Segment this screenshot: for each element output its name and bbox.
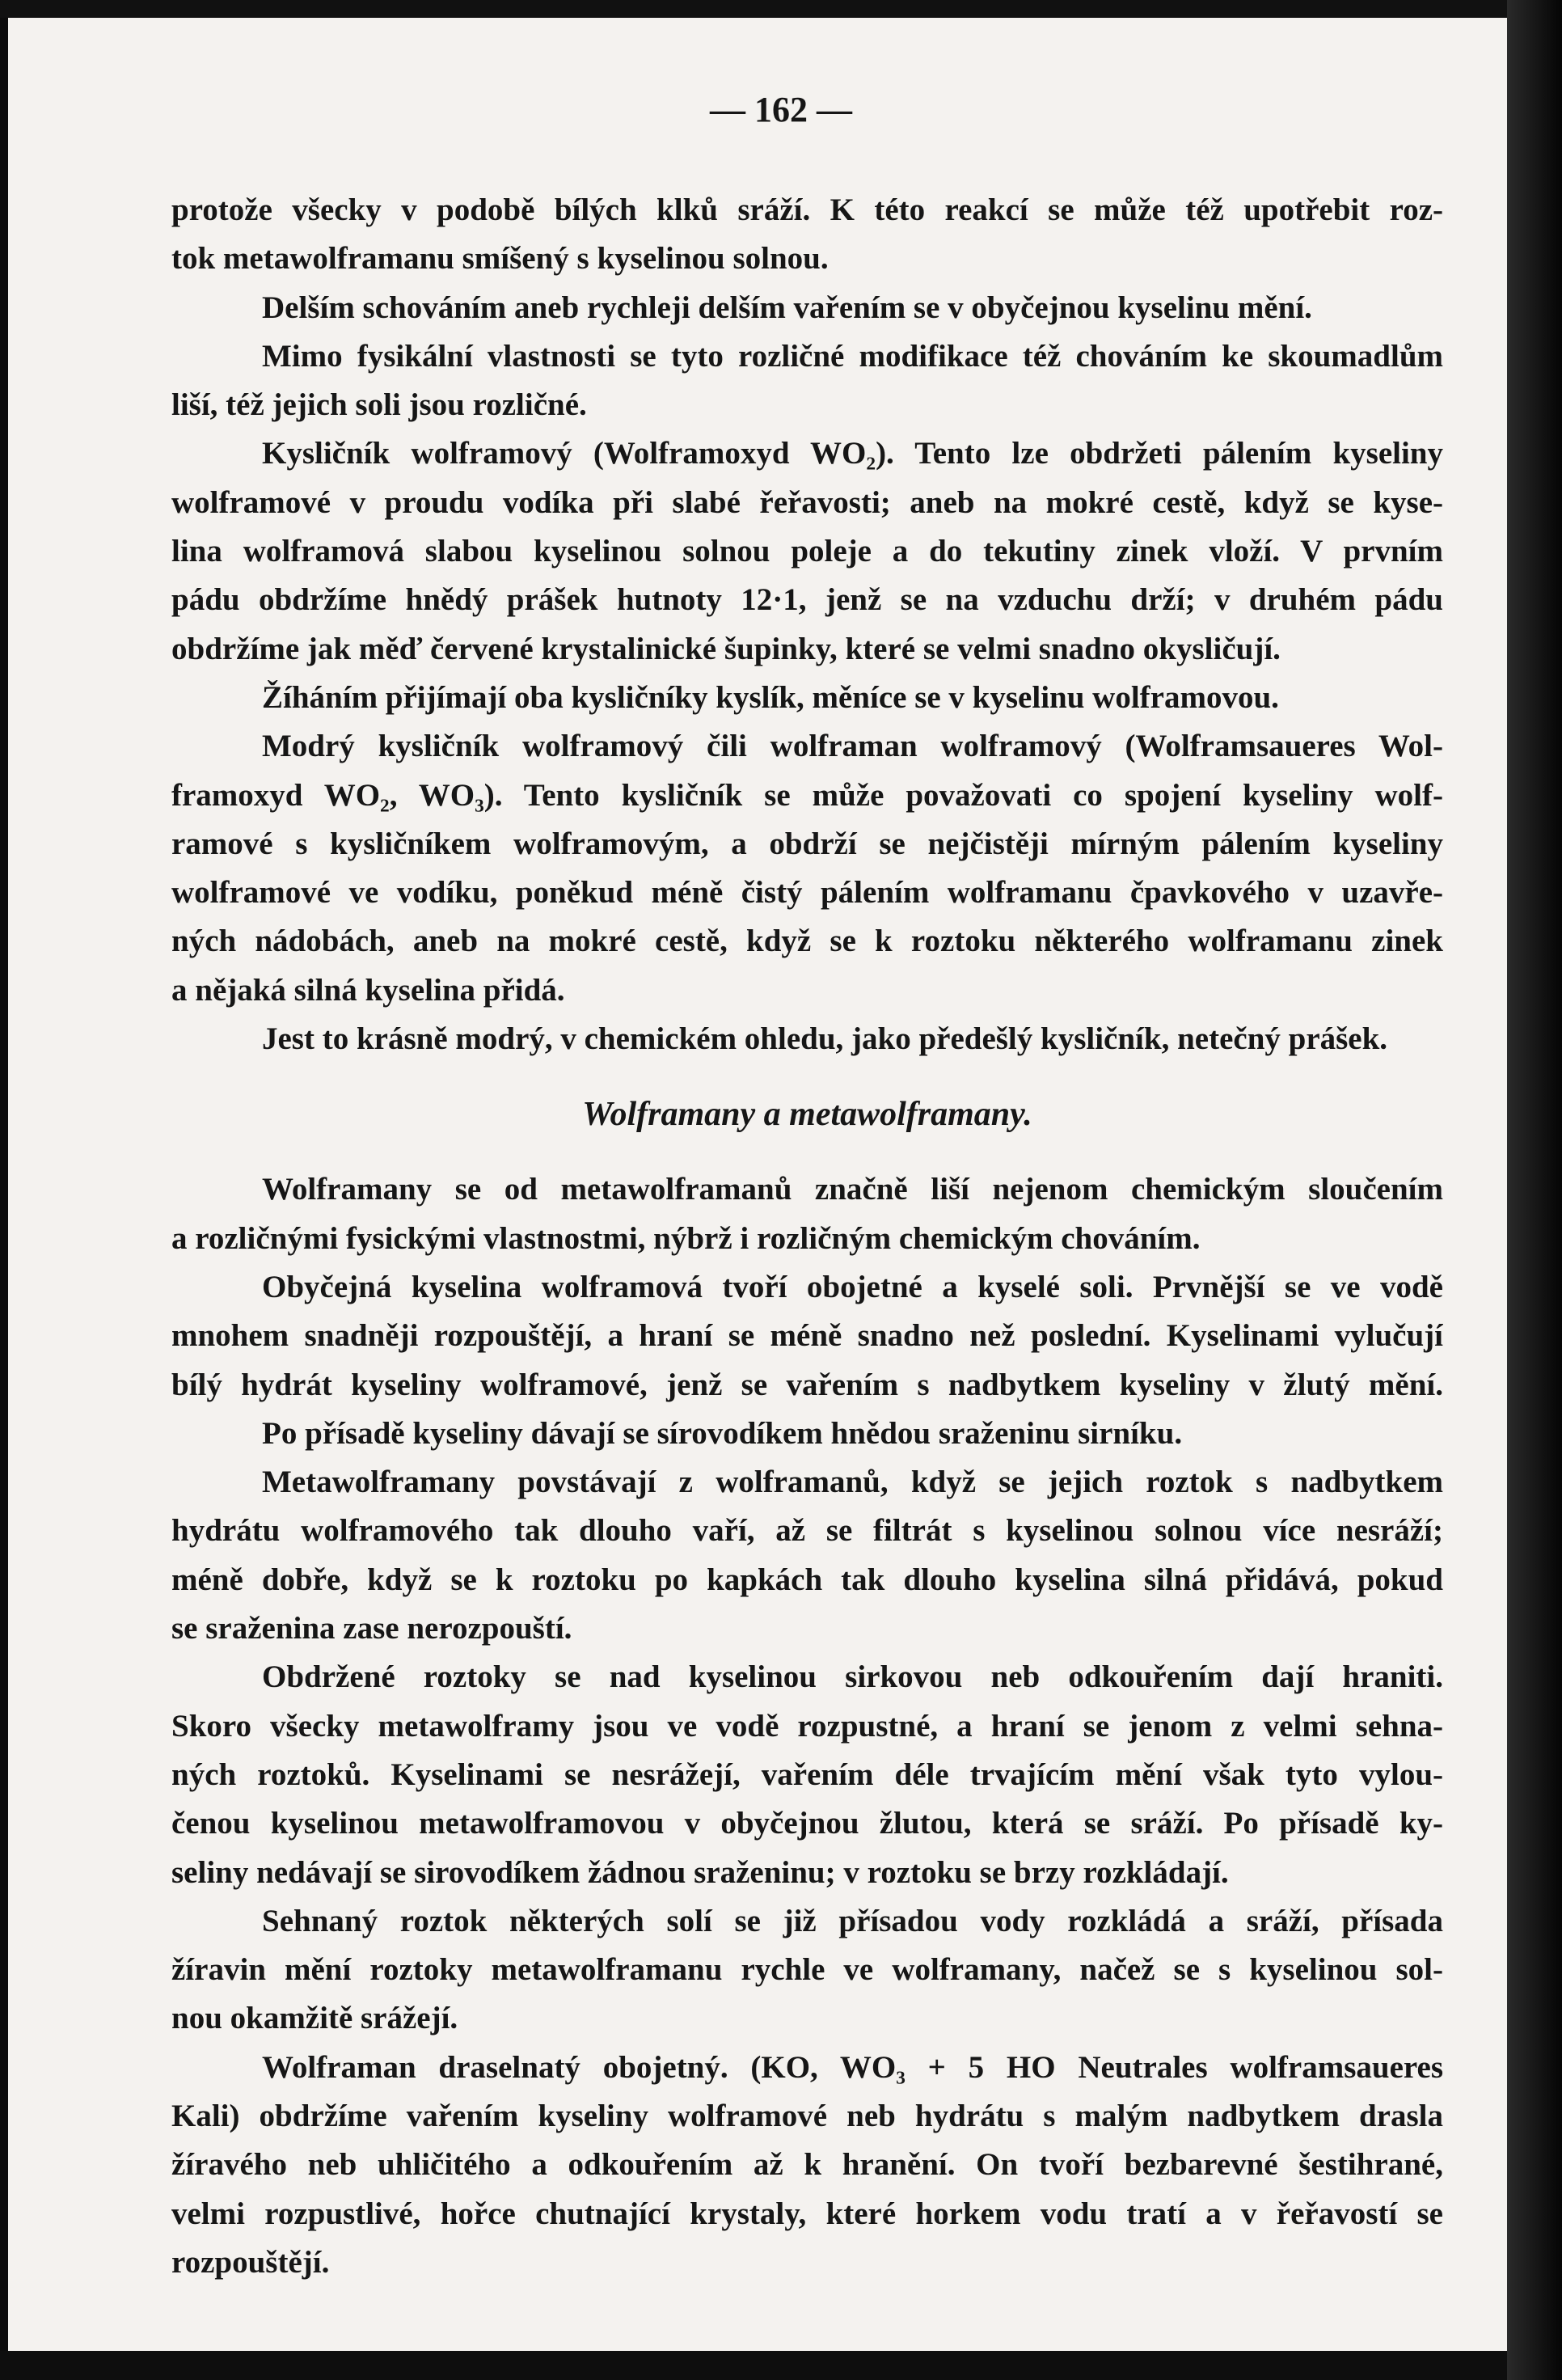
text-line: protože všecky v podobě bílých klků sráží. K této reakcí se může též upotřebit roz- bbox=[171, 192, 1443, 227]
text-line: méně dobře, když se k roztoku po kapkách tak dlouho kyselina silná přidává, pokud bbox=[171, 1562, 1443, 1597]
text-line: Kysličník wolframový (Wolframoxyd WO₂). Tento lze obdržeti pálením kyseliny bbox=[262, 436, 1443, 471]
body-text bbox=[171, 186, 1443, 2287]
text-line: velmi rozpustlivé, hořce chutnající krystaly, které horkem vodu tratí a v řeřavostí se bbox=[171, 2196, 1443, 2231]
scan-border-right bbox=[1507, 0, 1562, 2380]
text-line: Kali) obdržíme vařením kyseliny wolframové neb hydrátu s malým nadbytkem drasla bbox=[171, 2098, 1443, 2133]
text-line: Wolframan draselnatý obojetný. (KO, WO₃ + 5 HO Neutrales wolframsaueres bbox=[262, 2049, 1443, 2085]
scan-border-bottom bbox=[0, 2351, 1562, 2380]
text-line: lina wolframová slabou kyselinou solnou poleje a do tekutiny zinek vloží. V prvním bbox=[171, 534, 1443, 569]
text-line: žíravin mění roztoky metawolframanu rychle ve wolframany, načež se s kyselinou sol- bbox=[171, 1952, 1443, 1988]
text-line: Jest to krásně modrý, v chemickém ohledu, jako předešlý kysličník, netečný prášek. bbox=[262, 1021, 1388, 1057]
text-line: Modrý kysličník wolframový čili wolframan wolframový (Wolframsaueres Wol- bbox=[262, 729, 1443, 764]
text-line: Žíháním přijímají oba kysličníky kyslík, měníce se v kyselinu wolframovou. bbox=[262, 679, 1279, 715]
text-line: framoxyd WO₂, WO₃). Tento kysličník se může považovati co spojení kyseliny wolf- bbox=[171, 777, 1443, 813]
text-line: pádu obdržíme hnědý prášek hutnoty 12·1, jenž se na vzduchu drží; v druhém pádu bbox=[171, 582, 1443, 618]
text-line: Wolframany se od metawolframanů značně liší nejenom chemickým sloučením bbox=[262, 1172, 1443, 1207]
text-line: se sraženina zase nerozpouští. bbox=[171, 1611, 572, 1647]
section-heading: Wolframany a metawolframany. bbox=[582, 1096, 1032, 1134]
text-line: a nějaká silná kyselina přidá. bbox=[171, 972, 565, 1008]
text-line: wolframové ve vodíku, poněkud méně čistý pálením wolframanu čpavkového v uzavře- bbox=[171, 875, 1443, 911]
text-line: liší, též jejich soli jsou rozličné. bbox=[171, 387, 587, 423]
text-line: Obdržené roztoky se nad kyselinou sirkovou neb odkouřením dají hraniti. bbox=[262, 1659, 1443, 1695]
text-line: čenou kyselinou metawolframovou v obyčejnou žlutou, která se sráží. Po přísadě ky- bbox=[171, 1806, 1443, 1841]
text-line: nou okamžitě srážejí. bbox=[171, 2001, 458, 2036]
text-line: bílý hydrát kyseliny wolframové, jenž se vařením s nadbytkem kyseliny v žlutý mění. bbox=[171, 1367, 1443, 1402]
text-line: ných nádobách, aneb na mokré cestě, když se k roztoku některého wolframanu zinek bbox=[171, 924, 1443, 959]
text-line: seliny nedávají se sirovodíkem žádnou sraženinu; v roztoku se brzy rozkládají. bbox=[171, 1854, 1229, 1890]
spacer bbox=[171, 1141, 1443, 1165]
scan-border-left bbox=[0, 0, 8, 2380]
text-line: rozpouštějí. bbox=[171, 2244, 330, 2280]
text-line: mnohem snadněji rozpouštějí, a hraní se méně snadno než poslední. Kyselinami vylučují bbox=[171, 1318, 1443, 1354]
scan-border-top bbox=[0, 0, 1562, 18]
text-line: Skoro všecky metawolframy jsou ve vodě rozpustné, a hraní se jenom z velmi sehna- bbox=[171, 1708, 1443, 1744]
text-line: Mimo fysikální vlastnosti se tyto rozličné modifikace též chováním ke skoumadlům bbox=[262, 338, 1443, 374]
spacer bbox=[171, 1063, 1443, 1088]
text-line: ných roztoků. Kyselinami se nesrážejí, vařením déle trvajícím mění však tyto vylou- bbox=[171, 1756, 1443, 1792]
text-line: tok metawolframanu smíšený s kyselinou solnou. bbox=[171, 241, 829, 277]
text-line: hydrátu wolframového tak dlouho vaří, až se filtrát s kyselinou solnou více nesráží; bbox=[171, 1513, 1443, 1549]
text-line: Po přísadě kyseliny dávají se sírovodíkem hnědou sraženinu sirníku. bbox=[262, 1415, 1183, 1451]
text-line: Delším schováním aneb rychleji delším vařením se v obyčejnou kyselinu mění. bbox=[262, 290, 1312, 325]
text-line: Metawolframany povstávají z wolframanů, když se jejich roztok s nadbytkem bbox=[262, 1465, 1443, 1500]
text-line: wolframové v proudu vodíka při slabé řeřavosti; aneb na mokré cestě, když se kyse- bbox=[171, 484, 1443, 520]
text-line: Obyčejná kyselina wolframová tvoří obojetné a kyselé soli. Prvnější se ve vodě bbox=[262, 1269, 1443, 1304]
text-line: žíravého neb uhličitého a odkouřením až k hranění. On tvoří bezbarevné šestihrané, bbox=[171, 2147, 1443, 2183]
page-number: — 162 — bbox=[710, 90, 852, 129]
text-line: a rozličnými fysickými vlastnostmi, nýbrž i rozličným chemickým chováním. bbox=[171, 1220, 1201, 1256]
text-line: obdržíme jak měď červené krystalinické šupinky, které se velmi snadno okysličují. bbox=[171, 631, 1281, 666]
text-line: Sehnaný roztok některých solí se již přísadou vody rozkládá a sráží, přísada bbox=[262, 1903, 1443, 1938]
text-line: ramové s kysličníkem wolframovým, a obdrží se nejčistěji mírným pálením kyseliny bbox=[171, 826, 1443, 861]
